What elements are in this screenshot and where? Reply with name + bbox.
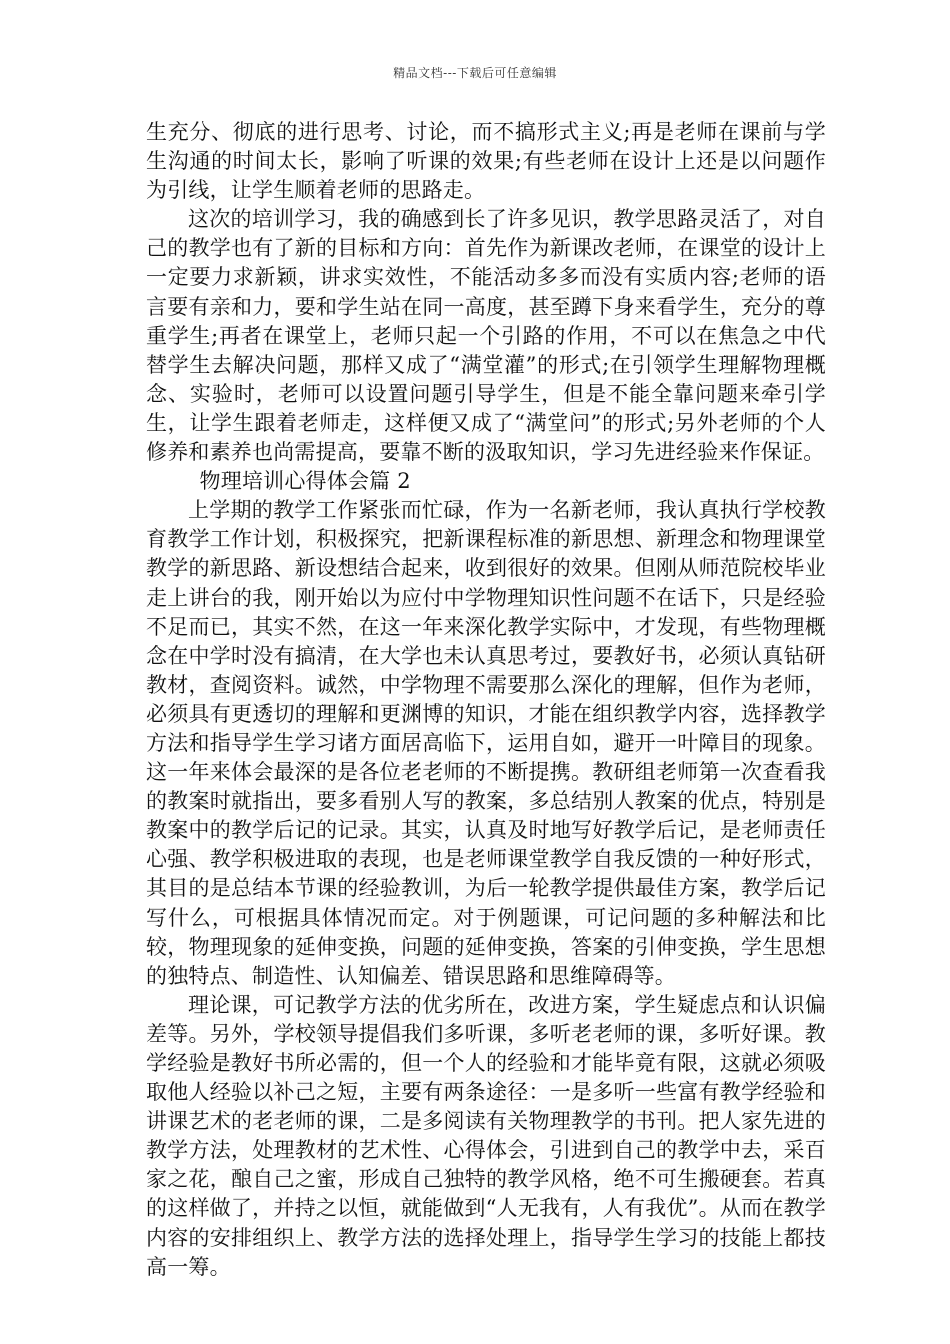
paragraph-continuation: 生充分、彻底的进行思考、讨论，而不搞形式主义;再是老师在课前与学生沟通的时间太长，影响了听课的效果;有些老师在设计上还是以问题作为引线，让学生顺着老师的思路走。 [146, 120, 826, 203]
paragraph-training-reflection: 这次的培训学习，我的确感到长了许多见识，教学思路灵活了，对自己的教学也有了新的目标和方向：首先作为新课改老师，在课堂的设计上一定要力求新颖，讲求实效性，不能活动多多而没有实质内容;老师的语言要有亲和力，要和学生站在同一高度，甚至蹲下身来看学生，充分的尊重学生;再者在课堂上，老师只起一个引路的作用，不可以在焦急之中代替学生去解决问题，那样又成了“满堂灌”的形式;在引领学生理解物理概念、实验时，老师可以设置问题引导学生，但是不能全靠问题来牵引学生，让学生跟着老师走，这样便又成了“满堂问”的形式;另外老师的个人修养和素养也尚需提高，要靠不断的汲取知识，学习先进经验来作保证。 [146, 207, 826, 465]
paragraph-teaching-experience: 上学期的教学工作紧张而忙碌，作为一名新老师，我认真执行学校教育教学工作计划，积极探究，把新课程标准的新思想、新理念和物理课堂教学的新思路、新设想结合起来，收到很好的效果。但刚从师范院校毕业走上讲台的我，刚开始以为应付中学物理知识性问题不在话下，只是经验不足而已，其实不然，在这一年来深化教学实际中，才发现，有些物理概念在中学时没有搞清，在大学也未认真思考过，要教好书，必须认真钻研教材，查阅资料。诚然，中学物理不需要那么深化的理解，但作为老师，必须具有更透切的理解和更渊博的知识，才能在组织教学内容，选择教学方法和指导学生学习诸方面居高临下，运用自如，避开一叶障目的现象。这一年来体会最深的是各位老老师的不断提携。教研组老师第一次查看我的教案时就指出，要多看别人写的教案，多总结别人教案的优点，特别是教案中的教学后记的记录。其实，认真及时地写好教学后记，是老师责任心强、教学积极进取的表现，也是老师课堂教学自我反馈的一种好形式，其目的是总结本节课的经验教训，为后一轮教学提供最佳方案，教学后记写什么，可根据具体情况而定。对于例题课，可记问题的多种解法和比较，物理现象的延伸变换，问题的延伸变换，答案的引伸变换，学生思想的独特点、制造性、认知偏差、错误思路和思维障碍等。 [146, 498, 826, 988]
page-header: 精品文档---下载后可任意编辑 [393, 66, 557, 80]
section-heading: 物理培训心得体会篇 2 [199, 469, 411, 494]
paragraph-theory-lessons: 理论课，可记教学方法的优劣所在，改进方案，学生疑虑点和认识偏差等。另外，学校领导提倡我们多听课，多听老老师的课，多听好课。教学经验是教好书所必需的，但一个人的经验和才能毕竟有限，这就必须吸取他人经验以补己之短，主要有两条途径：一是多听一些富有教学经验和讲课艺术的老老师的课，二是多阅读有关物理教学的书刊。把人家先进的教学方法，处理教材的艺术性、心得体会，引进到自己的教学中去，采百家之花，酿自己之蜜，形成自己独特的教学风格，绝不可生搬硬套。若真的这样做了，并持之以恒，就能做到“人无我有，人有我优”。从而在教学内容的安排组织上、教学方法的选择处理上，指导学生学习的技能上都技高一筹。 [146, 992, 826, 1279]
document-body [146, 118, 826, 1282]
